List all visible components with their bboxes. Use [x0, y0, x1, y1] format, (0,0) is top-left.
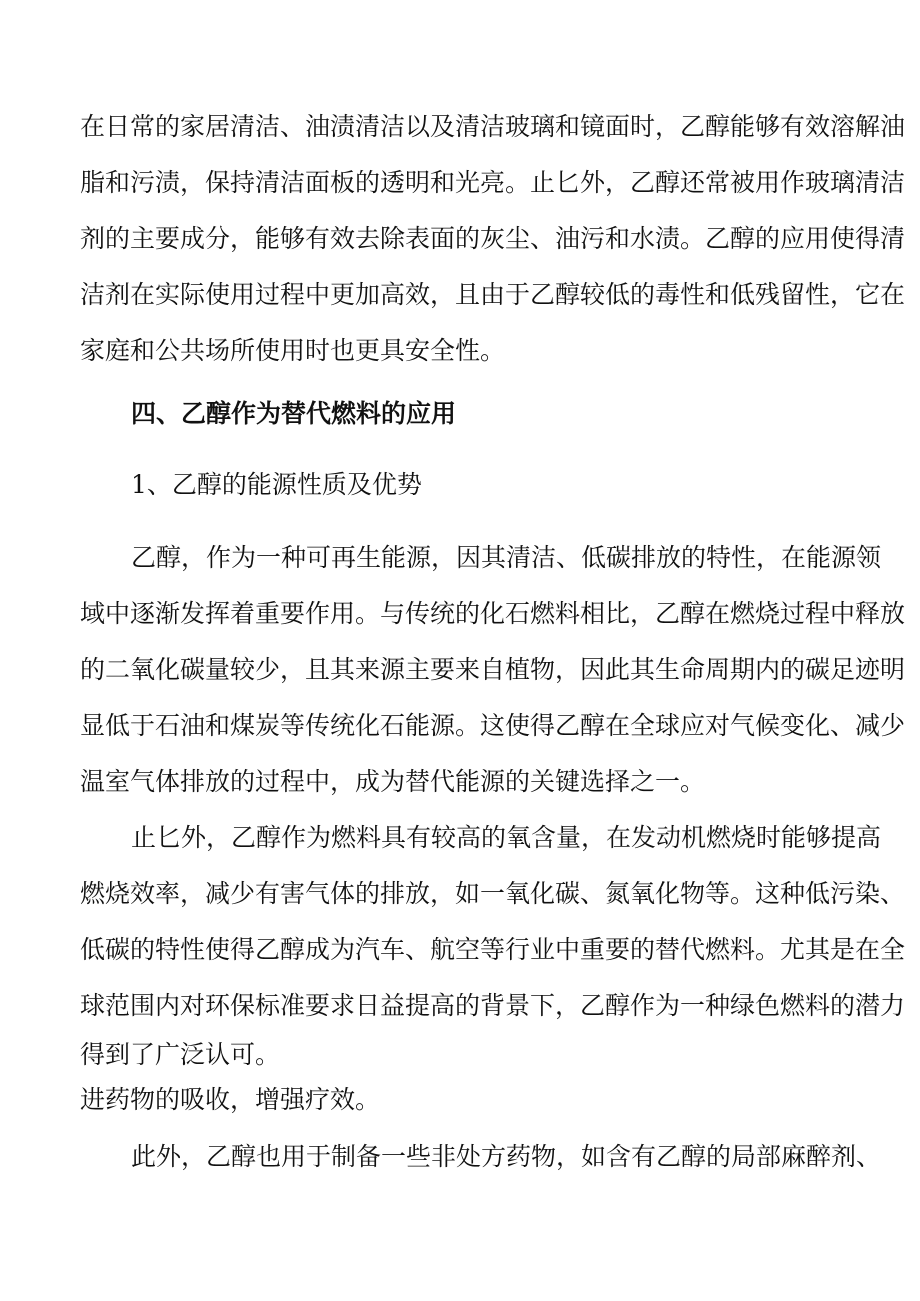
paragraph-line: 球范围内对环保标准要求日益提高的背景下，乙醇作为一种绿色燃料的潜力 [80, 991, 906, 1020]
paragraph-line: 燃烧效率，减少有害气体的排放，如一氧化碳、氮氧化物等。这种低污染、 [80, 879, 906, 908]
paragraph-line: 此外，乙醇也用于制备一些非处方药物，如含有乙醇的局部麻醉剂、 [131, 1142, 882, 1171]
paragraph-line: 域中逐渐发挥着重要作用。与传统的化石燃料相比，乙醇在燃烧过程中释放 [80, 599, 906, 628]
paragraph-line: 显低于石油和煤炭等传统化石能源。这使得乙醇在全球应对气候变化、减少 [80, 711, 906, 740]
subsection-heading: 1、乙醇的能源性质及优势 [131, 470, 422, 499]
paragraph-line: 在日常的家居清洁、油渍清洁以及清洁玻璃和镜面时，乙醇能够有效溶解油 [80, 112, 906, 141]
paragraph-line: 乙醇，作为一种可再生能源，因其清洁、低碳排放的特性，在能源领 [131, 543, 882, 572]
paragraph-line: 温室气体排放的过程中，成为替代能源的关键选择之一。 [80, 767, 706, 796]
paragraph-line: 的二氧化碳量较少，且其来源主要来自植物，因此其生命周期内的碳足迹明 [80, 655, 906, 684]
paragraph-line: 止匕外，乙醇作为燃料具有较高的氧含量，在发动机燃烧时能够提高 [131, 823, 882, 852]
paragraph-line: 得到了广泛认可。 [80, 1040, 281, 1069]
section-heading: 四、乙醇作为替代燃料的应用 [131, 399, 457, 428]
paragraph-line: 家庭和公共场所使用时也更具安全性。 [80, 336, 506, 365]
paragraph-line: 剂的主要成分，能够有效去除表面的灰尘、油污和水渍。乙醇的应用使得清 [80, 224, 906, 253]
paragraph-line: 脂和污渍，保持清洁面板的透明和光亮。止匕外，乙醇还常被用作玻璃清洁 [80, 168, 906, 197]
paragraph-line: 洁剂在实际使用过程中更加高效，且由于乙醇较低的毒性和低残留性，它在 [80, 280, 906, 309]
paragraph-fragment: 进药物的吸收，增强疗效。 [80, 1085, 381, 1114]
paragraph-line: 低碳的特性使得乙醇成为汽车、航空等行业中重要的替代燃料。尤其是在全 [80, 935, 906, 964]
